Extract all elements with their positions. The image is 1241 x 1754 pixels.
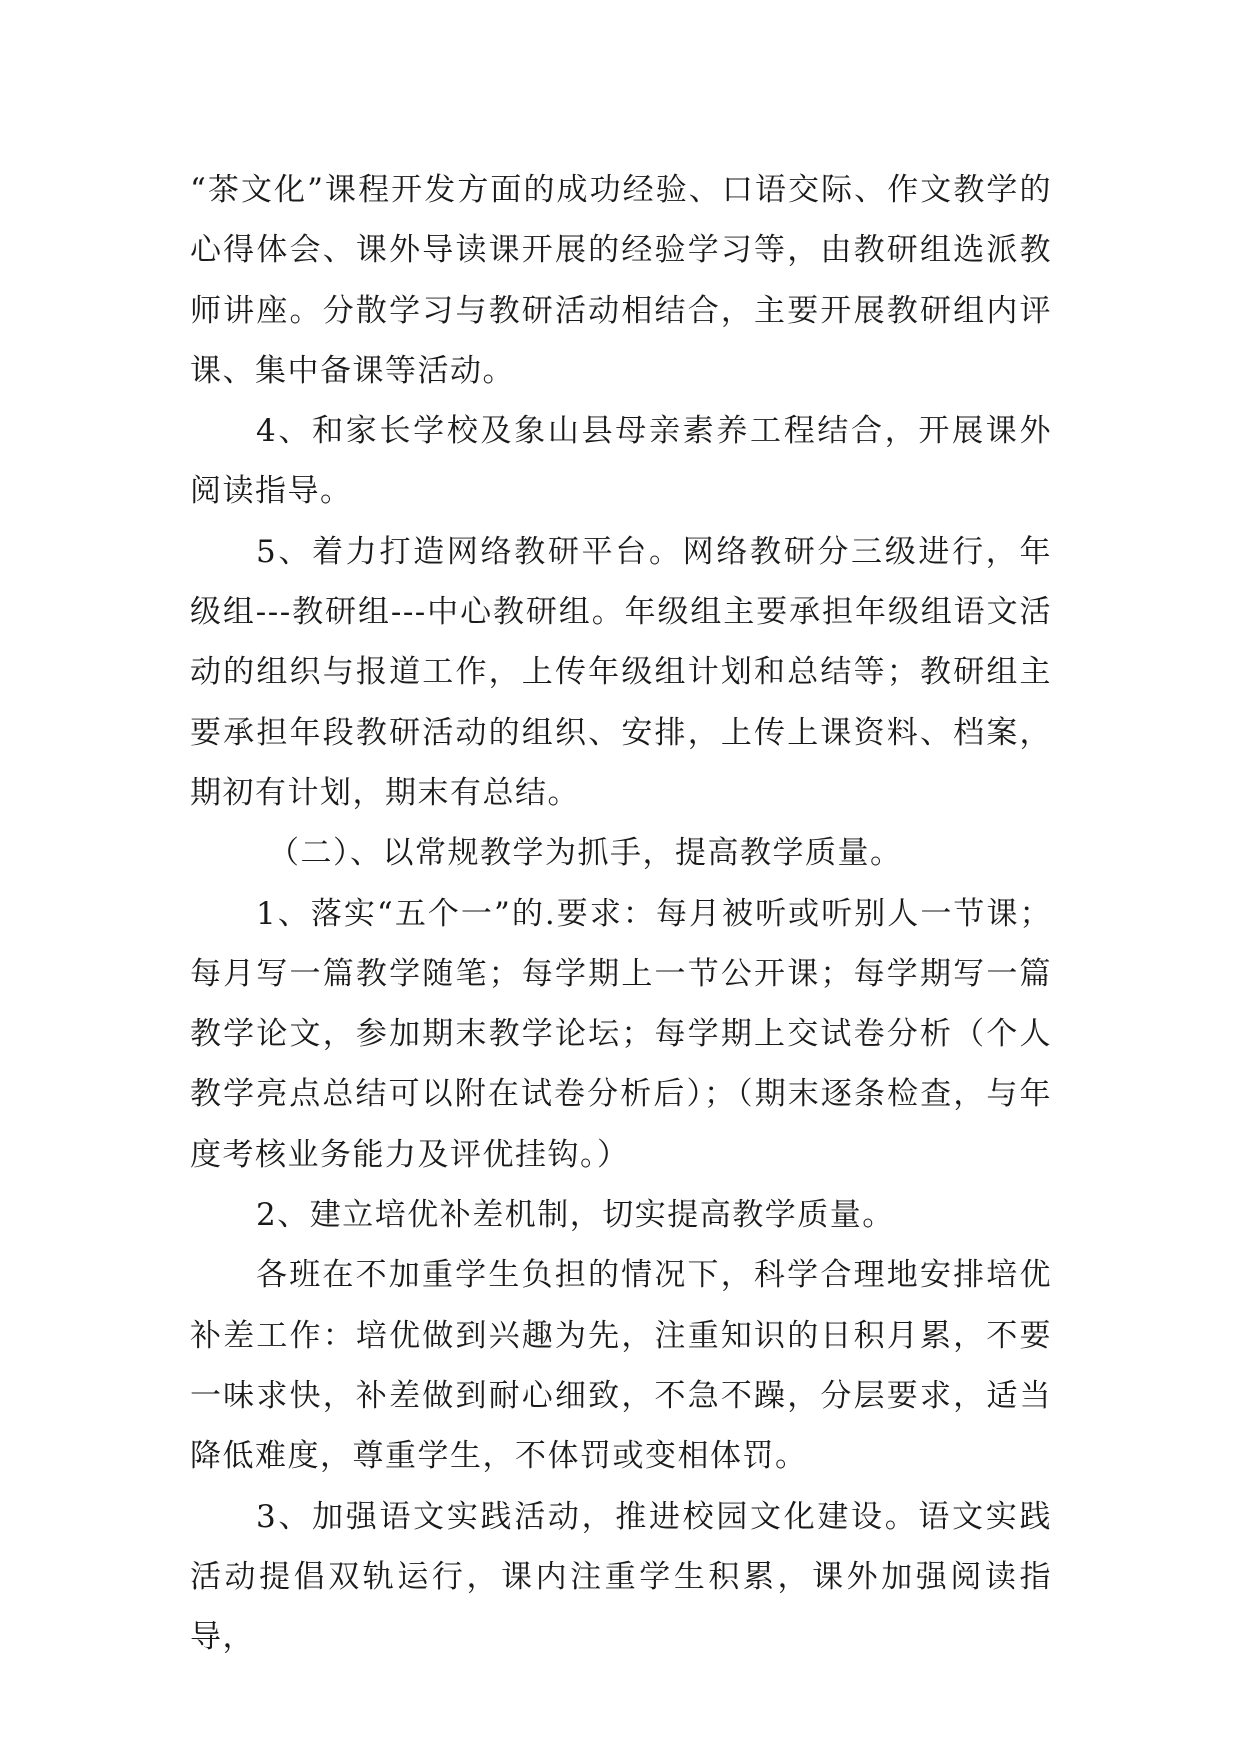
section-heading-2: （二）、以常规教学为抓手，提高教学质量。 bbox=[268, 835, 903, 872]
document-body bbox=[190, 160, 1052, 1667]
paragraph-body: 各班在不加重学生负担的情况下，科学合理地安排培优补差工作：培优做到兴趣为先，注重知识的日积月累，不要一味求快，补差做到耐心细致，不急不躁，分层要求，适当降低难度，尊重学生，不体罚或变相体罚。 bbox=[190, 1257, 1052, 1475]
paragraph-item-3: 3、加强语文实践活动，推进校园文化建设。语文实践活动提倡双轨运行，课内注重学生积累，课外加强阅读指导， bbox=[190, 1498, 1052, 1656]
paragraph-item-4: 4、和家长学校及象山县母亲素养工程结合，开展课外阅读指导。 bbox=[190, 413, 1052, 510]
paragraph-continuation: “茶文化”课程开发方面的成功经验、口语交际、作文教学的心得体会、课外导读课开展的经验学习等，由教研组选派教师讲座。分散学习与教研活动相结合，主要开展教研组内评课、集中备课等活动。 bbox=[190, 172, 1052, 389]
paragraph-item-1: 1、落实“五个一”的.要求：每月被听或听别人一节课；每月写一篇教学随笔；每学期上一节公开课；每学期写一篇教学论文，参加期末教学论坛；每学期上交试卷分析（个人教学亮点总结可以附在试卷分析后）；（期末逐条检查，与年度考核业务能力及评优挂钩。） bbox=[190, 895, 1052, 1173]
paragraph-item-2: 2、建立培优补差机制，切实提高教学质量。 bbox=[256, 1197, 895, 1234]
paragraph-item-5: 5、着力打造网络教研平台。网络教研分三级进行，年级组---教研组---中心教研组。年级组主要承担年级组语文活动的组织与报道工作，上传年级组计划和总结等；教研组主要承担年段教研活动的组织、安排，上传上课资料、档案，期初有计划，期末有总结。 bbox=[190, 533, 1052, 811]
